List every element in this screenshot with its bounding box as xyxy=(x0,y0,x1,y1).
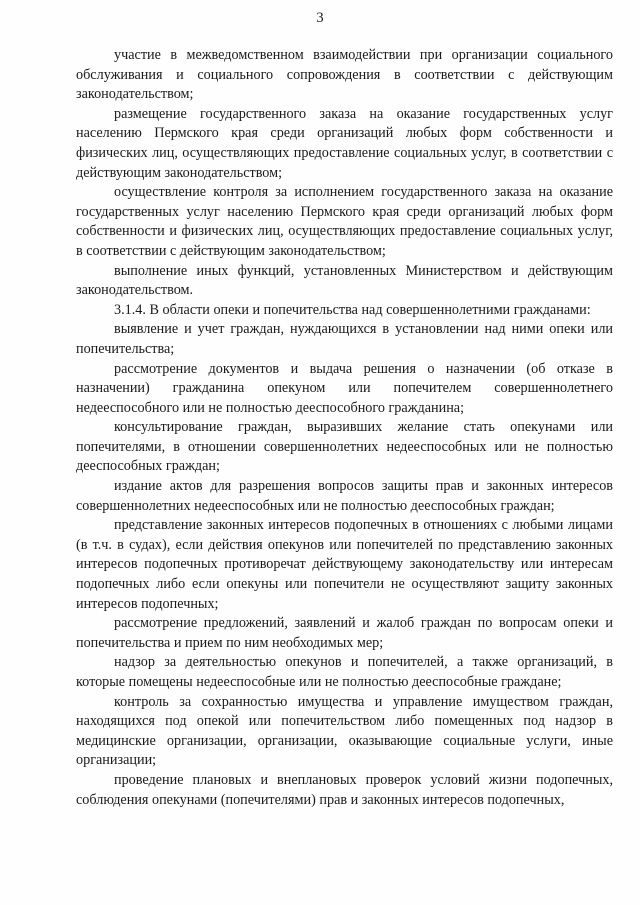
page-number: 3 xyxy=(316,10,324,26)
paragraph-issuing-acts: издание актов для разрешения вопросов защиты прав и законных интересов совершеннолетних недееспособных или не полностью дееспособных граждан; xyxy=(76,478,613,514)
paragraph-state-order-control: осуществление контроля за исполнением государственного заказа на оказание государственных услуг населению Пермского края среди организаций любых форм собственности и физических лиц, осуществляющих предоставление социальных услуг, в соответствии с действующим законодательством; xyxy=(76,184,613,259)
paragraph-property-control: контроль за сохранностью имущества и управление имуществом граждан, находящихся под опекой или попечительством либо помещенных под надзор в медицинские организации, организации, оказывающие социальные услуги, иные организации; xyxy=(76,693,613,769)
paragraph-representation: представление законных интересов подопечных в отношениях с любыми лицами (в т.ч. в судах), если действия опекунов или попечителей по представлению законных интересов подопечных противоречат действующему законодательству или интересам подопечных либо если опекуны или попечители не осуществляют защиту законных интересов подопечных; xyxy=(76,517,613,612)
paragraph-state-order-placement: размещение государственного заказа на оказание государственных услуг населению Пермского края среди организаций любых форм собственности и физических лиц, осуществляющих предоставление социальных услуг, в соответствии с действующим законодательством; xyxy=(76,105,613,181)
paragraph-document-review: рассмотрение документов и выдача решения о назначении (об отказе в назначении) гражданина опекуном или попечителем совершеннолетнего недееспособного или не полностью дееспособного гражданина; xyxy=(76,360,613,416)
paragraph-other-functions: выполнение иных функций, установленных Министерством и действующим законодательством. xyxy=(76,262,613,299)
paragraph-identification: выявление и учет граждан, нуждающихся в установлении над ними опеки или попечительства; xyxy=(76,321,613,357)
paragraph-inspections: проведение плановых и внеплановых проверок условий жизни подопечных, соблюдения опекунами (попечителями) прав и законных интересов подопечных, xyxy=(76,771,613,808)
paragraph-complaints: рассмотрение предложений, заявлений и жалоб граждан по вопросам опеки и попечительства и прием по ним необходимых мер; xyxy=(76,615,613,651)
section-heading-guardianship: 3.1.4. В области опеки и попечительства над совершеннолетними гражданами: xyxy=(114,301,591,318)
paragraph-consulting: консультирование граждан, выразивших желание стать опекунами или попечителями, в отношении совершеннолетних недееспособных или не полностью дееспособных граждан; xyxy=(76,419,613,475)
paragraph-supervision: надзор за деятельностью опекунов и попечителей, а также организаций, в которые помещены недееспособные или не полностью дееспособные граждане; xyxy=(76,654,613,690)
document-body xyxy=(76,46,613,810)
paragraph-interagency-participation: участие в межведомственном взаимодействии при организации социального обслуживания и социального сопровождения в соответствии с действующим законодательством; xyxy=(76,47,613,103)
